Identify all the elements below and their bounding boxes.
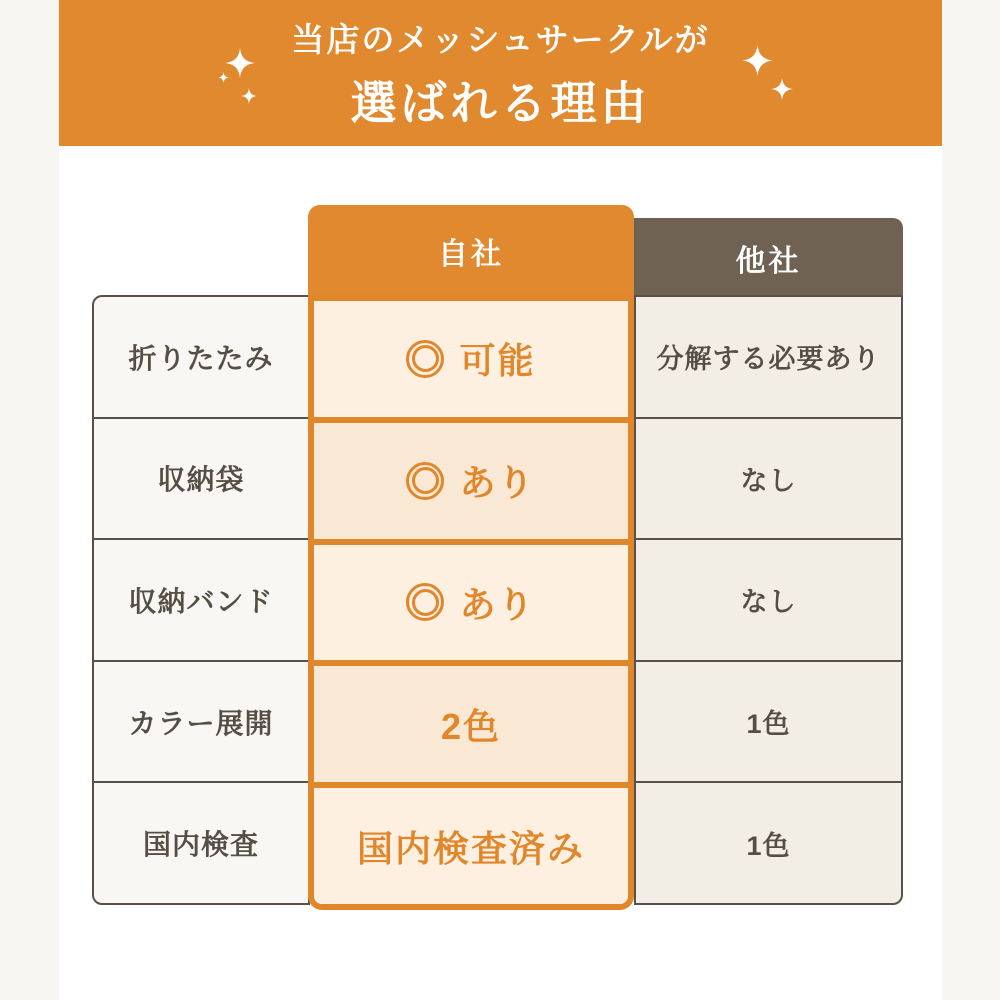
header-banner — [59, 0, 942, 146]
sparkle-icon — [771, 76, 793, 102]
others-value: 1色 — [636, 781, 901, 903]
sparkle-icon — [742, 38, 773, 83]
feature-label: 国内検査 — [94, 781, 308, 903]
feature-label: 折りたたみ — [128, 342, 274, 374]
ours-value: 国内検査済み — [356, 827, 585, 869]
ours-value-row — [314, 301, 628, 417]
others-value: 1色 — [636, 660, 901, 782]
ours-value: 2色 — [440, 705, 502, 747]
banner-title-line2: 選ばれる理由 — [350, 76, 651, 129]
banner-title-line1: 当店のメッシュサークルが — [291, 20, 710, 58]
others-value: 分解する必要あり — [656, 344, 881, 375]
ours-value-row — [314, 782, 628, 904]
ours-value: あり — [459, 462, 536, 504]
feature-label: 収納袋 — [94, 417, 308, 539]
sparkle-icon — [241, 85, 257, 107]
feature-label: カラー展開 — [94, 660, 308, 782]
ours-column-header: 自社 — [308, 205, 634, 297]
feature-column — [92, 295, 310, 905]
ours-value-row — [314, 417, 628, 539]
ours-value-row — [314, 539, 628, 661]
ours-column — [308, 295, 634, 910]
double-circle-icon — [406, 462, 444, 500]
others-value: なし — [636, 417, 901, 539]
feature-label: 収納バンド — [94, 538, 308, 660]
others-column-header: 他社 — [634, 218, 903, 297]
ours-value: 可能 — [459, 340, 536, 382]
others-value: なし — [636, 538, 901, 660]
ours-value-row — [314, 660, 628, 782]
double-circle-icon — [406, 583, 444, 621]
others-column — [634, 295, 903, 905]
sparkle-icon — [225, 42, 255, 84]
ours-value: あり — [459, 583, 536, 625]
sparkle-icon — [218, 70, 229, 85]
double-circle-icon — [406, 340, 444, 378]
